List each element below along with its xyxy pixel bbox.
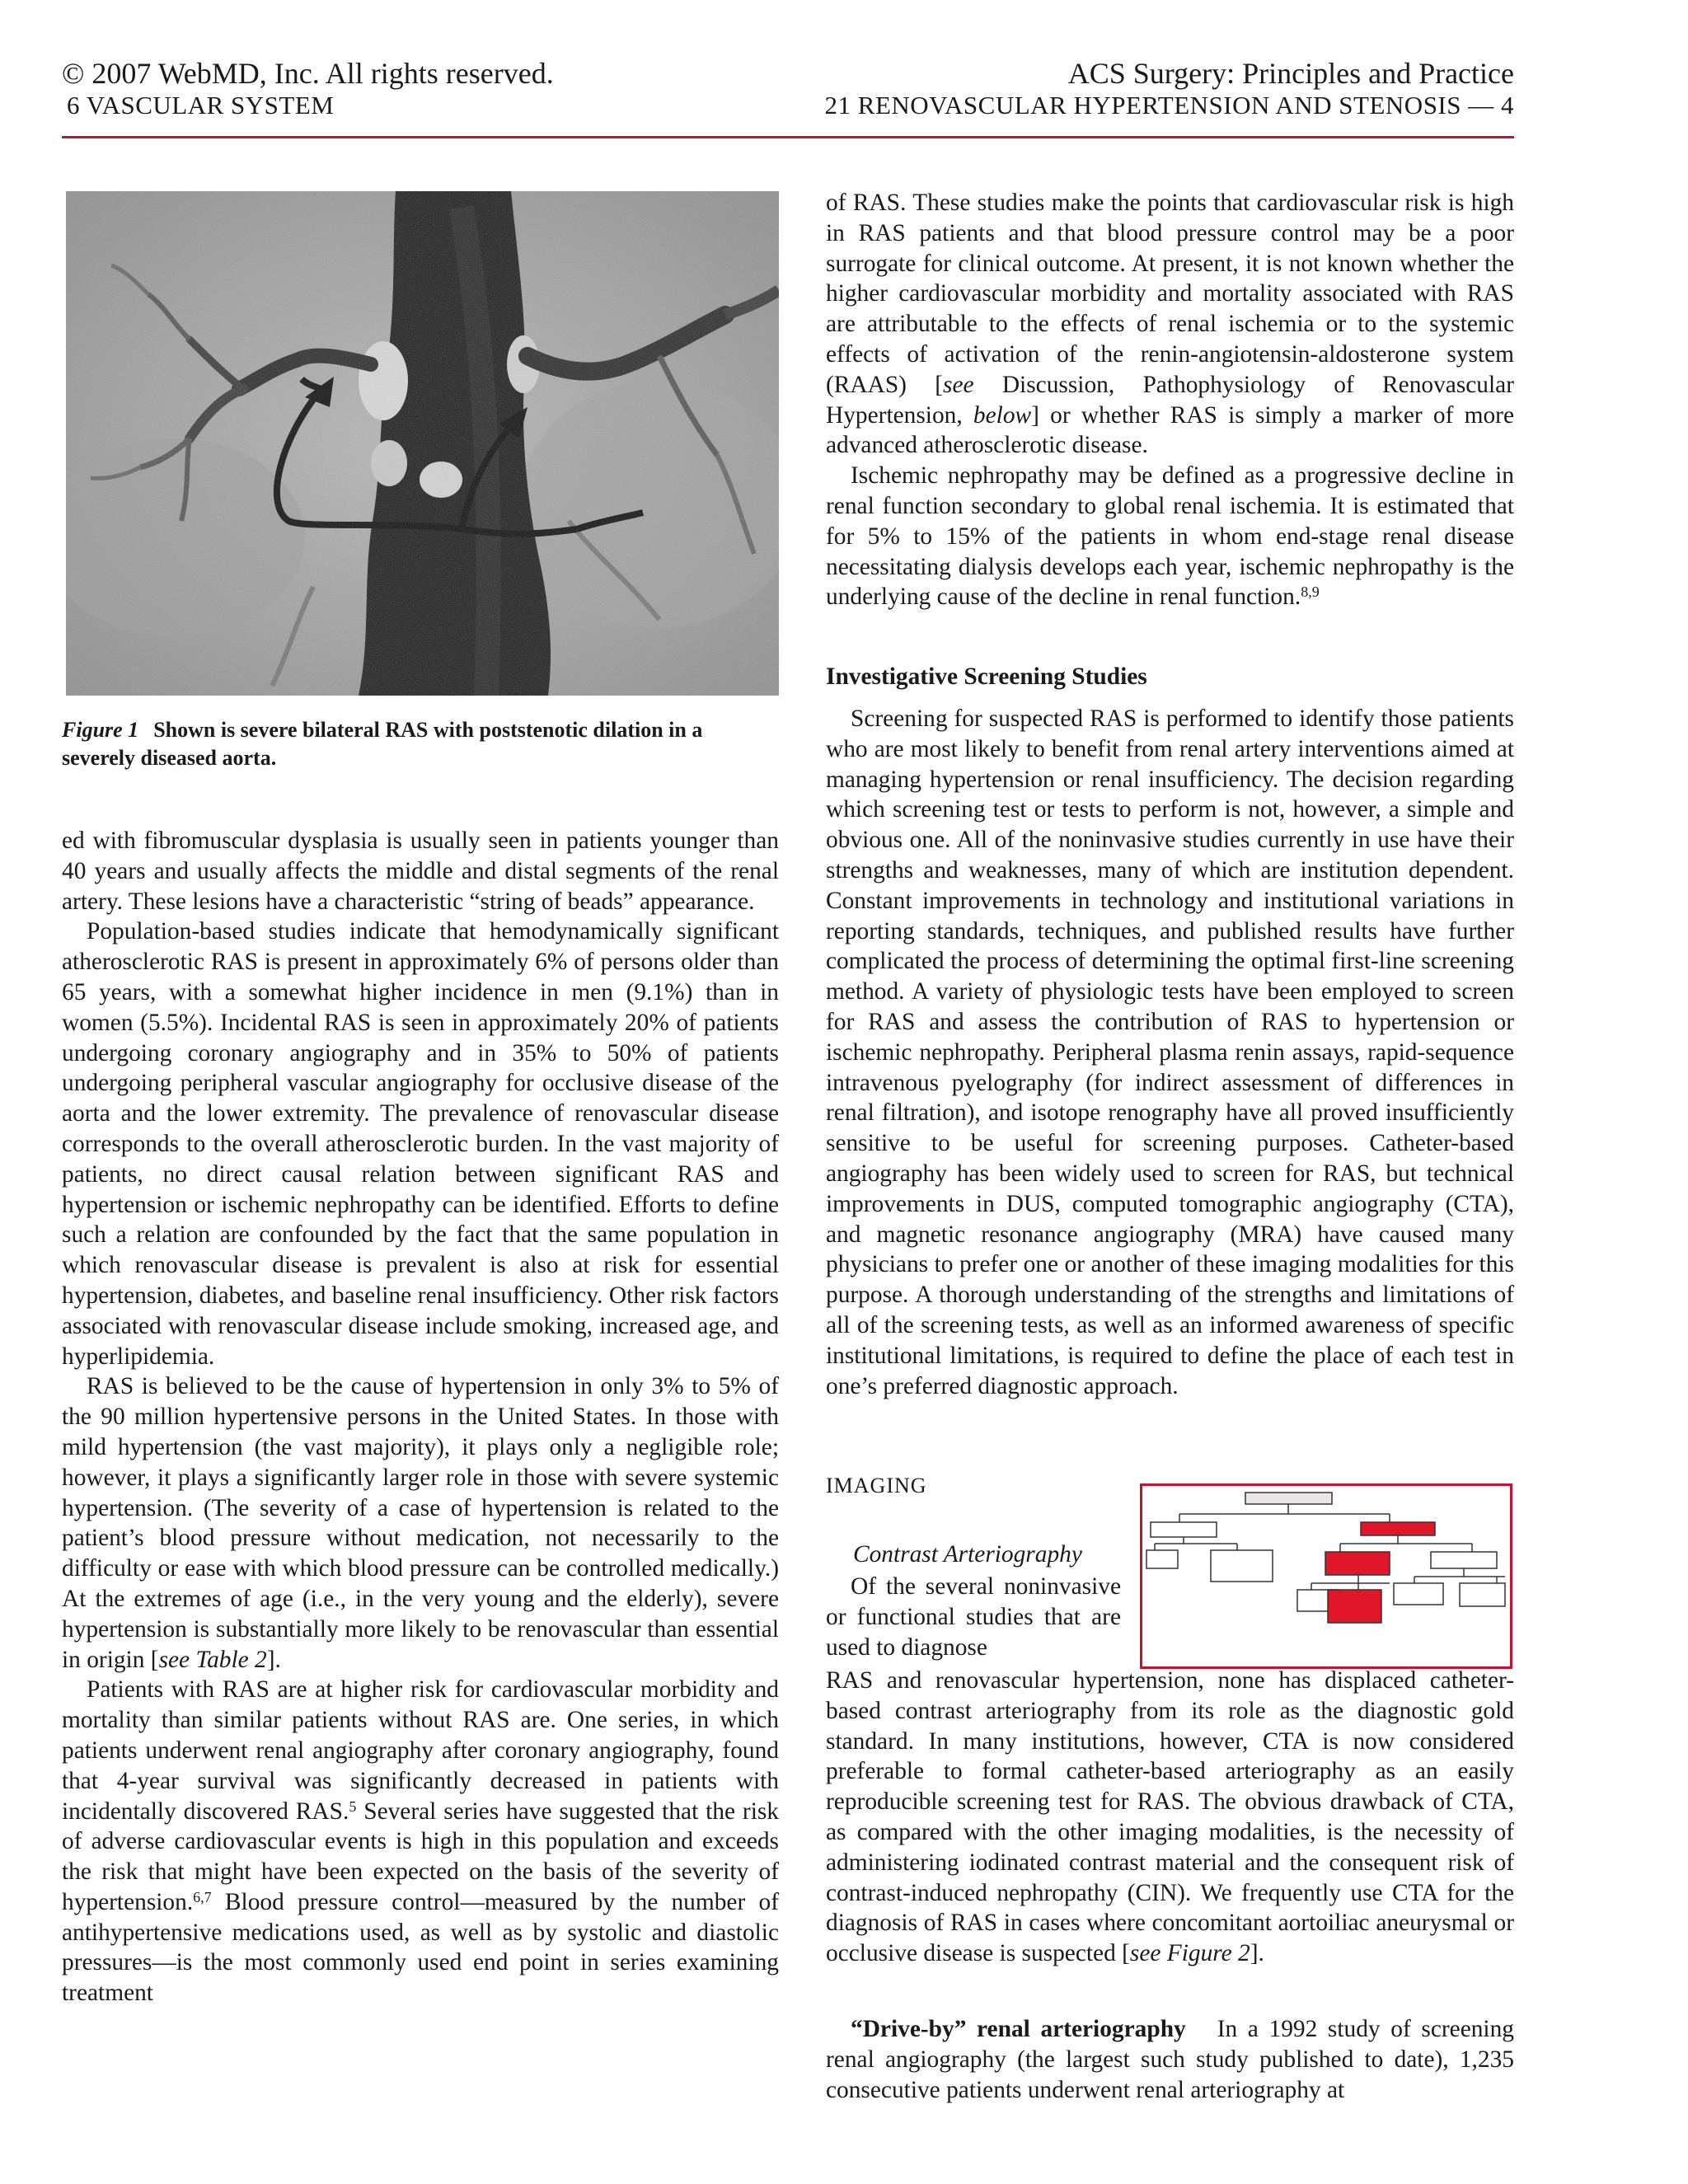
copyright-notice: © 2007 WebMD, Inc. All rights reserved. (62, 57, 554, 90)
screening-paragraph (826, 704, 1514, 1401)
right-column-top (826, 188, 1514, 612)
run-in-heading: “Drive-by” renal arteriography (851, 2016, 1186, 2042)
subsection-heading: IMAGING (826, 1474, 927, 1497)
paragraph: Patients with RAS are at higher risk for cardiovascular morbidity and mortality than similar patients without RAS are. One series, in which patients underwent renal angiography after coronary angiography, found that 4-year survival was significantly decreased in patients with incidentally discovered RAS.$^5$ Several series have suggested that the risk of adverse cardiovascular events is high in this population and exceeds the risk that might have been expected on the basis of the severity of hypertension.$^{6,7}$ Blood pressure control—measured by the number of antihypertensive medications used, as well as by systolic and diastolic pressures—is the most commonly used end point in series examining treatment (62, 1676, 779, 2007)
citation: 6,7 (193, 1888, 212, 1905)
citation: 5 (349, 1797, 357, 1815)
figure-caption-text: Shown is severe bilateral RAS with poststenotic dilation in a severely diseased aorta. (62, 718, 703, 770)
subsubsection-heading: Contrast Arteriography (853, 1541, 1082, 1568)
figure-caption (62, 716, 779, 772)
paragraph: RAS and renovascular hypertension, none has displaced catheter-based contrast arteriography from its role as the diagnostic gold standard. In many institutions, however, CTA is now considered preferable to formal catheter-based arteriography as an easily reproducible screening test for RAS. The obvious drawback of CTA, as compared with the other imaging modalities, is the necessity of administering iodinated contrast material and the consequent risk of contrast-induced nephropathy (CIN). We frequently use CTA for the diagnosis of RAS in cases where concomitant aortoiliac aneurysmal or occlusive disease is suspected [see Figure 2]. (826, 1667, 1514, 1967)
chapter-label: 21 RENOVASCULAR HYPERTENSION AND STENOSIS — 4 (824, 91, 1514, 120)
figure-reference: see Figure 2 (1129, 1940, 1250, 1967)
section-heading: Investigative Screening Studies (826, 663, 1147, 690)
arteriography-paragraph (826, 1666, 1514, 1969)
paragraph: of RAS. These studies make the points that cardiovascular risk is high in RAS patients and that blood pressure control may be a poor surrogate for clinical outcome. At present, it is not known whether the higher cardiovascular morbidity and mortality associated with RAS are attributable to the effects of renal ischemia or to the systemic effects of activation of the renin-angiotensin-aldosterone system (RAAS) [see Discussion, Pathophysiology of Renovascular Hypertension, below] or whether RAS is simply a marker of more advanced atherosclerotic disease. (826, 190, 1514, 459)
paragraph: Population-based studies indicate that hemodynamically significant atherosclerotic RAS is present in approximately 6% of persons older than 65 years, with a somewhat higher incidence in men (9.1%) than in women (5.5%). Incidental RAS is seen in approximately 20% of patients undergoing coronary angiography and in 35% to 50% of patients undergoing peripheral vascular angiography for occlusive disease of the aorta and the lower extremity. The prevalence of renovascular disease corresponds to the overall atherosclerotic burden. In the vast majority of patients, no direct causal relation between significant RAS and hypertension or ischemic nephropathy can be identified. Efforts to define such a relation are confounded by the fact that the same population in which renovascular disease is prevalent is also at risk for essential hypertension, diabetes, and baseline renal insufficiency. Other risk factors associated with renovascular disease include smoking, increased age, and hyperlipidemia. (62, 918, 779, 1370)
paragraph: ed with fibromuscular dysplasia is usually seen in patients younger than 40 years and usually affects the middle and distal segments of the renal artery. These lesions have a characteristic “string of beads” appearance. (62, 827, 779, 915)
citation: 8,9 (1301, 583, 1320, 601)
figure-label: Figure 1 (62, 718, 139, 742)
drive-by-paragraph (826, 2014, 1514, 2105)
paragraph: Of the several noninvasive or functional studies that are used to diagnose (826, 1573, 1121, 1661)
paragraph: Screening for suspected RAS is performed to identify those patients who are most likely to benefit from renal artery interventions aimed at managing hypertension or renal insufficiency. The decision regarding which screening test or tests to perform is not, however, a simple and obvious one. All of the noninvasive studies currently in use have their strengths and weaknesses, many of which are institution dependent. Constant improvements in technology and institutional variations in reporting standards, techniques, and published results have further complicated the process of determining the optimal first-line screening method. A variety of physiologic tests have been employed to screen for RAS and assess the contribution of RAS to hypertension or ischemic nephropathy. Peripheral plasma renin assays, rapid-sequence intravenous pyelography (for indirect assessment of differences in renal filtration), and isotope renography have all proved insufficiently sensitive to be useful for screening purposes. Catheter-based angiography has been widely used to screen for RAS, but technical improvements in DUS, computed tomographic angiography (CTA), and magnetic resonance angiography (MRA) have caused many physicians to prefer one or another of these imaging modalities for this purpose. A thorough understanding of the strengths and limitations of all of the screening tests, as well as an informed awareness of specific institutional limitations, is required to define the place of each test in one’s preferred diagnostic approach. (826, 705, 1514, 1399)
left-column (62, 826, 779, 2008)
section-label: 6 VASCULAR SYSTEM (67, 91, 335, 120)
paragraph: RAS is believed to be the cause of hypertension in only 3% to 5% of the 90 million hypertensive persons in the United States. In those with mild hypertension (the vast majority), it plays only a negligible role; however, it plays a significantly larger role in those with severe systemic hypertension. (The severity of a case of hypertension is related to the patient’s blood pressure without medication, not necessarily to the difficulty or ease with which blood pressure can be controlled medically.) At the extremes of age (i.e., in the very young and the elderly), severe hypertension is substantially more likely to be renovascular than essential in origin [see Table 2]. (62, 1373, 779, 1673)
table-reference: see Table 2 (158, 1646, 267, 1673)
paragraph: “Drive-by” renal arteriography In a 1992 study of screening renal angiography (the largest such study published to date), 1,235 consecutive patients underwent renal arteriography at (826, 2016, 1514, 2103)
book-title: ACS Surgery: Principles and Practice (1067, 57, 1514, 90)
header-rule (62, 136, 1514, 138)
paragraph: Ischemic nephropathy may be defined as a progressive decline in renal function secondary to global renal ischemia. It is estimated that for 5% to 15% of the patients in whom end-stage renal disease necessitating dialysis develops each year, ischemic nephropathy is the underlying cause of the decline in renal function.$^{8,9}$ (826, 462, 1514, 611)
running-header (62, 56, 1514, 135)
topic-navigation-diagram (1140, 1483, 1512, 1669)
wrapped-text (826, 1572, 1121, 1662)
angiogram-image (66, 191, 779, 696)
